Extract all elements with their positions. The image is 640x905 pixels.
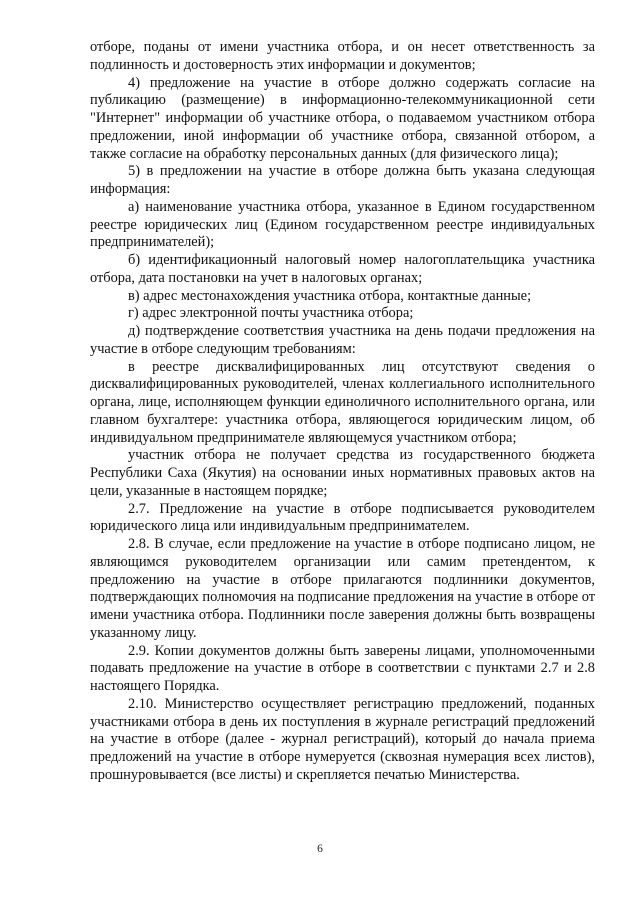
paragraph-item-4: 4) предложение на участие в отборе должно содержать согласие на публикацию (размещение) в информационно-телекоммуникационной сети "Интернет" информации об участнике отбора, о подаваемом участником отбора предложении, иной информации об участнике отбора, связанной отбором, а также согласие на обработку персональных данных (для физического лица); — [90, 74, 595, 162]
paragraph-section-2-8: 2.8. В случае, если предложение на участие в отборе подписано лицом, не являющимся руководителем организации или самим претендентом, к предложению на участие в отборе прилагаются подлинники документов, подтверждающих полномочия на подписание предложения на участие в отборе от имени участника отбора. Подлинники после заверения должны быть возвращены указанному лицу. — [90, 536, 595, 641]
paragraph-requirement-registry: в реестре дисквалифицированных лиц отсутствуют сведения о дисквалифицированных руководителей, членах коллегиального исполнительного органа, лице, исполняющем функции единоличного исполнительного органа, или главном бухгалтере: участника отбора, являющегося юридическим лицом, об индивидуальном предпринимателе являющемуся участником отбора; — [90, 358, 595, 446]
document-page — [90, 39, 595, 785]
paragraph-subitem-b: б) идентификационный налоговый номер налогоплательщика участника отбора, дата постановки на учет в налоговых органах; — [90, 252, 595, 286]
paragraph-subitem-d: д) подтверждение соответствия участника на день подачи предложения на участие в отборе следующим требованиям: — [90, 323, 595, 357]
page-number: 6 — [317, 843, 323, 855]
paragraph-continuation: отборе, поданы от имени участника отбора, и он несет ответственность за подлинность и достоверность этих информации и документов; — [90, 39, 595, 73]
paragraph-section-2-10: 2.10. Министерство осуществляет регистрацию предложений, поданных участниками отбора в день их поступления в журнале регистраций предложений на участие в отборе (далее - журнал регистраций), который до начала приема предложений на участие в отборе нумеруется (сквозная нумерация всех листов), прошнуровывается (все листы) и скрепляется печатью Министерства. — [90, 695, 595, 783]
paragraph-item-5: 5) в предложении на участие в отборе должна быть указана следующая информация: — [90, 163, 595, 197]
paragraph-subitem-g: г) адрес электронной почты участника отбора; — [128, 305, 414, 322]
paragraph-section-2-7: 2.7. Предложение на участие в отборе подписывается руководителем юридического лица или индивидуальным предпринимателем. — [90, 500, 595, 535]
paragraph-requirement-funds: участник отбора не получает средства из государственного бюджета Республики Саха (Якутия) на основании иных нормативных правовых актов на цели, указанные в настоящем порядке; — [90, 447, 595, 499]
paragraph-subitem-v: в) адрес местонахождения участника отбора, контактные данные; — [128, 287, 532, 304]
paragraph-subitem-a: а) наименование участника отбора, указанное в Едином государственном реестре юридических лиц (Едином государственном реестре индивидуальных предпринимателей); — [90, 198, 595, 251]
paragraph-section-2-9: 2.9. Копии документов должны быть заверены лицами, уполномоченными подавать предложение на участие в отборе в соответствии с пунктами 2.7 и 2.8 настоящего Порядка. — [90, 642, 595, 694]
